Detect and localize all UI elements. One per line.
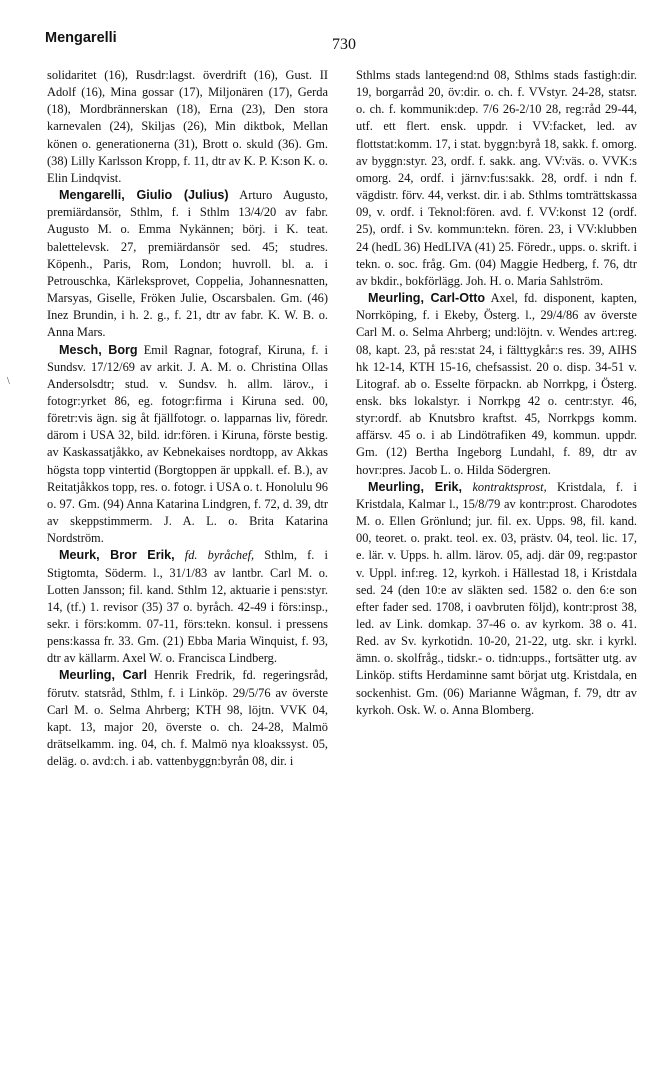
entry-text: Axel, fd. disponent, kapten, Norrköping, f. i Ekeby, Österg. l., 29/4/86 av överste Carl M. o. Selma Ahrberg; und:löjtn. v. Wendes art:reg. 08, kapt. 23, på res:stat 24, i fälttygkår:s res. 39, AIHS hk 12-14, KTH 15-16, chefsassist. 20 o. disp. 34-51 v. Litograf. ab o. Esselte förpackn. ab Norrkpg, i Österg. ensk. bks lokalstyr. i Norrkpg 42 o. centr:styr. 46, styr:ordf. ab Knutsbro kraftst. 45, Norrkpgs komm. affärsv. 45 o. i ab Lindötrafiken 49, kommun. uppdr. Gm. (12) Bertha Ingeborg Lundahl, f. 89, dtr av hovr:pres. Jacob L. o. Hilda Södergren. <box>356 291 637 477</box>
entry-text: solidaritet (16), Rusdr:lagst. överdrift (16), Gust. II Adolf (16), Mina gossar (17), Miljonären (17), Gerda (18), Mordbrännerskan (18), Erna (23), Den stora karnevalen (24), Skiljas (26), Min diktbok, Mellan könen o. generationerna (31), Brott o. skuld (36). Gm. (38) Lilly Karlsson Kropp, f. 11, dtr av K. P. K:son K. o. Elin Lindqvist. <box>47 68 328 185</box>
entry-mengarelli-giulio <box>47 187 328 341</box>
entry-text: Sthlm, f. i Stigtomta, Söderm. l., 31/1/83 av lantbr. Carl M. o. Lotten Jansson; fil. kand. Sthlm 12, aktuarie i pens:styr. 14, (tf.) 1. revisor (35) 37 o. byråch. 42-49 i förs:insp., sekr. i förs:komm. 07-11, förs:tekn. konsul. i pressens pens:kassa fr. 33. Gm. (21) Ebba Maria Winquist, f. 93, dtr av källarm. Axel W. o. Francisca Lindberg. <box>47 548 328 666</box>
entry-headword: Mengarelli, Giulio (Julius) <box>59 188 229 203</box>
entry-mesch-borg <box>47 342 328 548</box>
entry-headword: Meurling, Erik, <box>368 479 463 494</box>
entry-headword: Meurk, Bror Erik, <box>59 548 175 563</box>
left-column <box>47 67 328 770</box>
entry-continuation <box>47 67 328 187</box>
entry-text: Henrik Fredrik, fd. regeringsråd, förutv. statsråd, Sthlm, f. i Linköp. 29/5/76 av överste Carl M. o. Selma Ahrberg; KTH 98, löjtn. VVK 04, kapt. 13, major 20, överste o. ch. 24-28, Malmö drätselkamm. ing. 04, ch. f. Malmö nya kloakssyst. 05, deläg. o. avd:ch. i ab. vattenbyggn:byrån 08, dir. i <box>47 668 328 769</box>
margin-mark: \ <box>7 376 10 387</box>
right-column <box>356 67 637 719</box>
entry-text: Arturo Augusto, premiärdansör, Sthlm, f. i Sthlm 13/4/20 av fabr. Augusto M. o. Emma Nykännen; börj. i K. teat. balettelevsk. 27, premiärdansör sed. 45; studres. Köpenh., Paris, Rom, London; huvroll. bl. a. i Petrouschka, Kärleksprovet, Coppelia, Johannesnatten, Marsyas, Giselle, Fröken Julie, Oscarsbalen. Gm. (46) Inez Brundin, i h. 2. g., f. 21, dtr av fabr. K. W. B. o. Anna Mars. <box>47 188 328 340</box>
entry-headword: Mesch, Borg <box>59 342 138 357</box>
entry-headword: Meurling, Carl-Otto <box>368 291 486 306</box>
entry-meurling-carl-otto <box>356 290 637 479</box>
entry-title: fd. byråchef, <box>184 548 255 563</box>
running-head <box>45 24 642 53</box>
entry-text: Kristdala, f. i Kristdala, Kalmar l., 15/8/79 av kontr:prost. Charodotes M. o. Ellen Grönlund; jur. fil. ex. Upps. 98, fil. kand. 00, teoret. o. prakt. teol. ex. 03, prästv. 04, teol. lic. 17, e. lär. v. Upps. h. allm. lärov. 05, adj. där 09, reg:pastor v. Uppl. inf:reg. 12, kyrkoh. i Hällestad 18, i Kristdala sed. 24 (den 10:e av släkten sed. 1582 o. den 6:e son efter fader sed. 1708, i oavbruten följd), kontr:prost 38, led. av Link. domkap. 37-46 o. av kyrkom. 38 o. 41. Red. av Sv. kyrkotidn. 10-20, 21-22, utg. skr. i kyrkl. ämn. o. skolfråg., tidskr.- o. tidn:upps., fortsätter utg. av Linköp. stifts Herdaminne samt börjat utg. Kristdala, en sockenhist. Gm. (06) Marianne Wågman, f. 79, dtr av kyrkoh. Osk. W. o. Anna Blomberg. <box>356 479 637 717</box>
running-head-word: Mengarelli <box>45 30 117 46</box>
entry-continuation <box>356 67 637 290</box>
entry-meurling-erik <box>356 479 637 719</box>
page-number: 730 <box>332 36 356 53</box>
entry-meurling-carl <box>47 667 328 770</box>
entry-meurk-bror-erik <box>47 547 328 667</box>
entry-headword: Meurling, Carl <box>59 668 148 683</box>
entry-text: Sthlms stads lantegend:nd 08, Sthlms stads fastigh:dir. 19, borgarråd 20, öv:dir. o. ch. f. VVstyr. 24-28, statsr. o. ch. f. kommunik:dep. 7/6 26-2/10 28, reg:råd 29-44, utf. ett flert. ensk. uppdr. i VV:facket, led. av flottstat:komm. 17, i stat. byggn:byrå 18, sakk. f. omorg. av byggn:styr. 23, ordf. f. sakk. ang. VV:väs. o. VVK:s omorg. 24, ordf. i järnv:fus:sakk. 28, ordf. i ndn f. vägdistr. förv. 44, verkst. dir. i ab. Sthlms tomträttskassa 09, v. ordf. i Teknol:fören. avd. f. VV:konst 12 (ordf. 25), ordf. i Sv. kommun:tekn. fören. 23, i VV:klubben 24 (hedL 36) HedLIVA (41) 25. Föredr., upps. o. skrift. i tekn. o. soc. fråg. Gm. (04) Maggie Hedberg, f. 76, dtr av bkdir., bokförlägg. Joh. H. o. Maria Sahlström. <box>356 68 637 288</box>
entry-title: kontraktsprost, <box>472 479 547 494</box>
entry-text: Emil Ragnar, fotograf, Kiruna, f. i Sundsv. 17/12/69 av arkit. J. A. M. o. Christina Ollas Andersolsdtr; stud. v. Sundsv. h. allm. lärov., i fotogr:yrket 86, eg. fotogr:firma i Kiruna sed. 00, företr:vis ägn. sig åt fjällfotogr. o. lapparnas liv, föredr. därom i USA 32, bild. idr:fören. i Kiruna, förste bestig. av Kaskassatjåkko, av Kebnekaises nordtopp, av Akkas högsta topp vintertid (Borgtoppen är uppkall. ef. B.), av Reitatjåkkos topp, res. o. fotogr. i USA o. t. Honolulu 96 o. 97. Gm. (94) Anna Katarina Lindgren, f. 72, d. 39, dtr av skeppstimmerm. J. A. L. o. Brita Katarina Nordström. <box>47 342 328 546</box>
